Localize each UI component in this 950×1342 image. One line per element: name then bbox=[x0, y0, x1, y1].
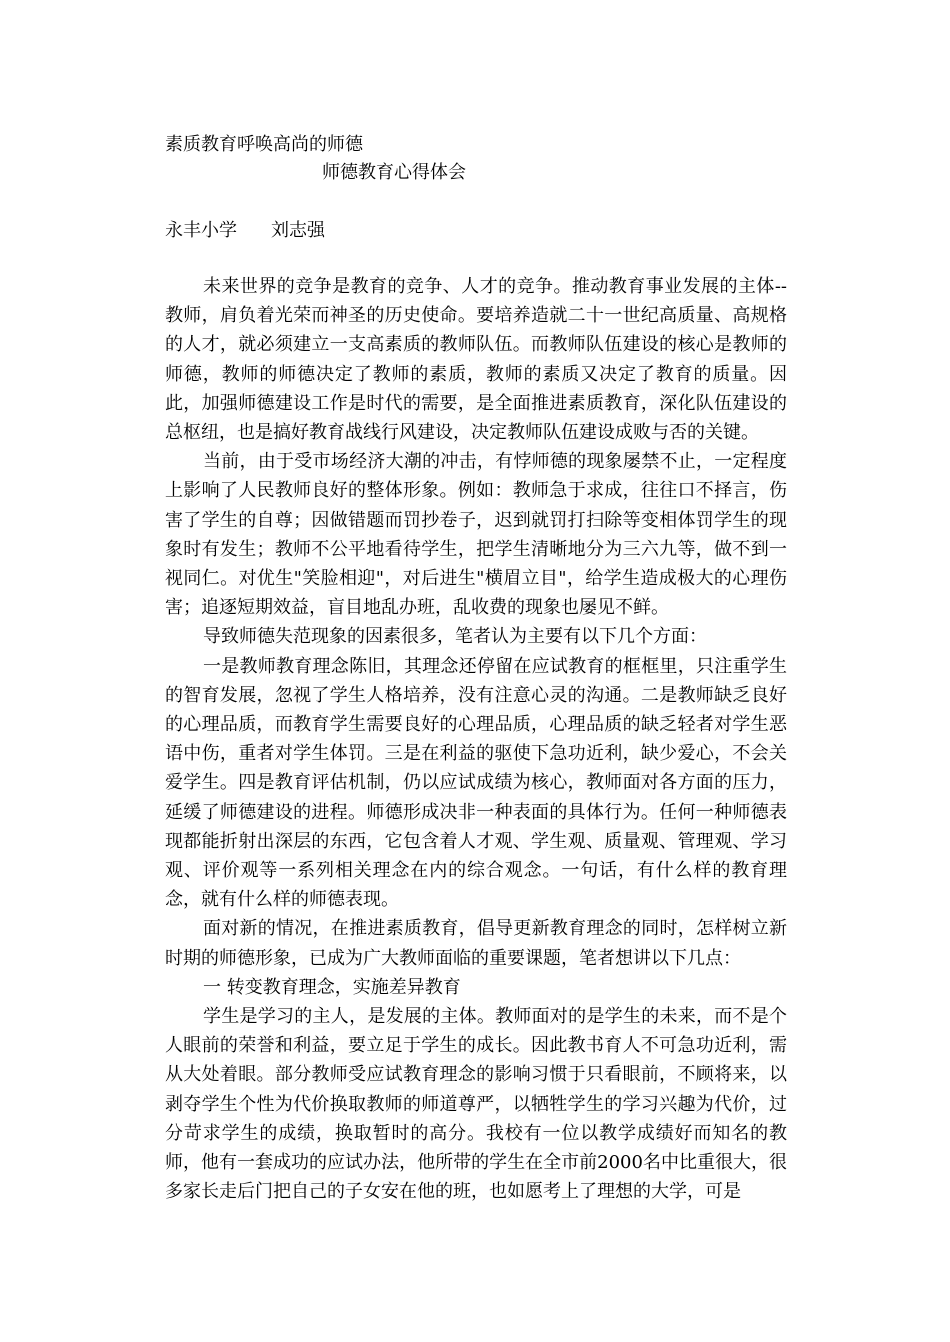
paragraph: 当前，由于受市场经济大潮的冲击，有悖师德的现象屡禁不止，一定程度上影响了人民教师良好的整体形象。例如：教师急于求成，往往口不择言，伤害了学生的自尊；因做错题而罚抄卷子，迟到就罚打扫除等变相体罚学生的现象时有发生；教师不公平地看待学生，把学生清晰地分为三六九等，做不到一视同仁。对优生"笑脸相迎"，对后进生"横眉立目"，给学生造成极大的心理伤害；追逐短期效益，盲目地乱办班，乱收费的现象也屡见不鲜。 bbox=[165, 451, 787, 619]
section-heading: 一 转变教育理念，实施差异教育 bbox=[203, 976, 461, 998]
document-body bbox=[165, 272, 787, 1207]
paragraph: 学生是学习的主人，是发展的主体。教师面对的是学生的未来，而不是个人眼前的荣誉和利益，要立足于学生的成长。因此教书育人不可急功近利，需从大处着眼。部分教师受应试教育理念的影响习惯于只看眼前，不顾将来，以剥夺学生个性为代价换取教师的师道尊严，以牺牲学生的学习兴趣为代价，过分苛求学生的成绩，换取暂时的高分。我校有一位以教学成绩好而知名的教师，他有一套成功的应试办法，他所带的学生在全市前2000名中比重很大，很多家长走后门把自己的子女安在他的班，也如愿考上了理想的大学，可是 bbox=[165, 1006, 787, 1203]
paragraph: 导致师德失范现象的因素很多，笔者认为主要有以下几个方面： bbox=[203, 626, 707, 648]
author-line bbox=[165, 220, 325, 242]
paragraph: 面对新的情况，在推进素质教育，倡导更新教育理念的同时，怎样树立新时期的师德形象，已成为广大教师面临的重要课题，笔者想讲以下几点： bbox=[165, 918, 787, 969]
author-name: 刘志强 bbox=[271, 220, 325, 241]
author-school: 永丰小学 bbox=[165, 220, 237, 241]
paragraph: 未来世界的竞争是教育的竞争、人才的竞争。推动教育事业发展的主体--教师，肩负着光荣而神圣的历史使命。要培养造就二十一世纪高质量、高规格的人才，就必须建立一支高素质的教师队伍。而教师队伍建设的核心是教师的师德，教师的师德决定了教师的素质，教师的素质又决定了教育的质量。因此，加强师德建设工作是时代的需要，是全面推进素质教育，深化队伍建设的总枢纽，也是搞好教育战线行风建设，决定教师队伍建设成败与否的关键。 bbox=[165, 276, 787, 444]
document-subtitle: 师德教育心得体会 bbox=[322, 162, 466, 183]
paragraph: 一是教师教育理念陈旧，其理念还停留在应试教育的框框里，只注重学生的智育发展，忽视了学生人格培养，没有注意心灵的沟通。二是教师缺乏良好的心理品质，而教育学生需要良好的心理品质，心理品质的缺乏轻者对学生恶语中伤，重者对学生体罚。三是在利益的驱使下急功近利，缺少爱心，不会关爱学生。四是教育评估机制，仍以应试成绩为核心，教师面对各方面的压力，延缓了师德建设的进程。师德形成决非一种表面的具体行为。任何一种师德表现都能折射出深层的东西，它包含着人才观、学生观、质量观、管理观、学习观、评价观等一系列相关理念在内的综合观念。一句话，有什么样的教育理念，就有什么样的师德表现。 bbox=[165, 655, 787, 911]
document-title: 素质教育呼唤高尚的师德 bbox=[165, 134, 363, 155]
